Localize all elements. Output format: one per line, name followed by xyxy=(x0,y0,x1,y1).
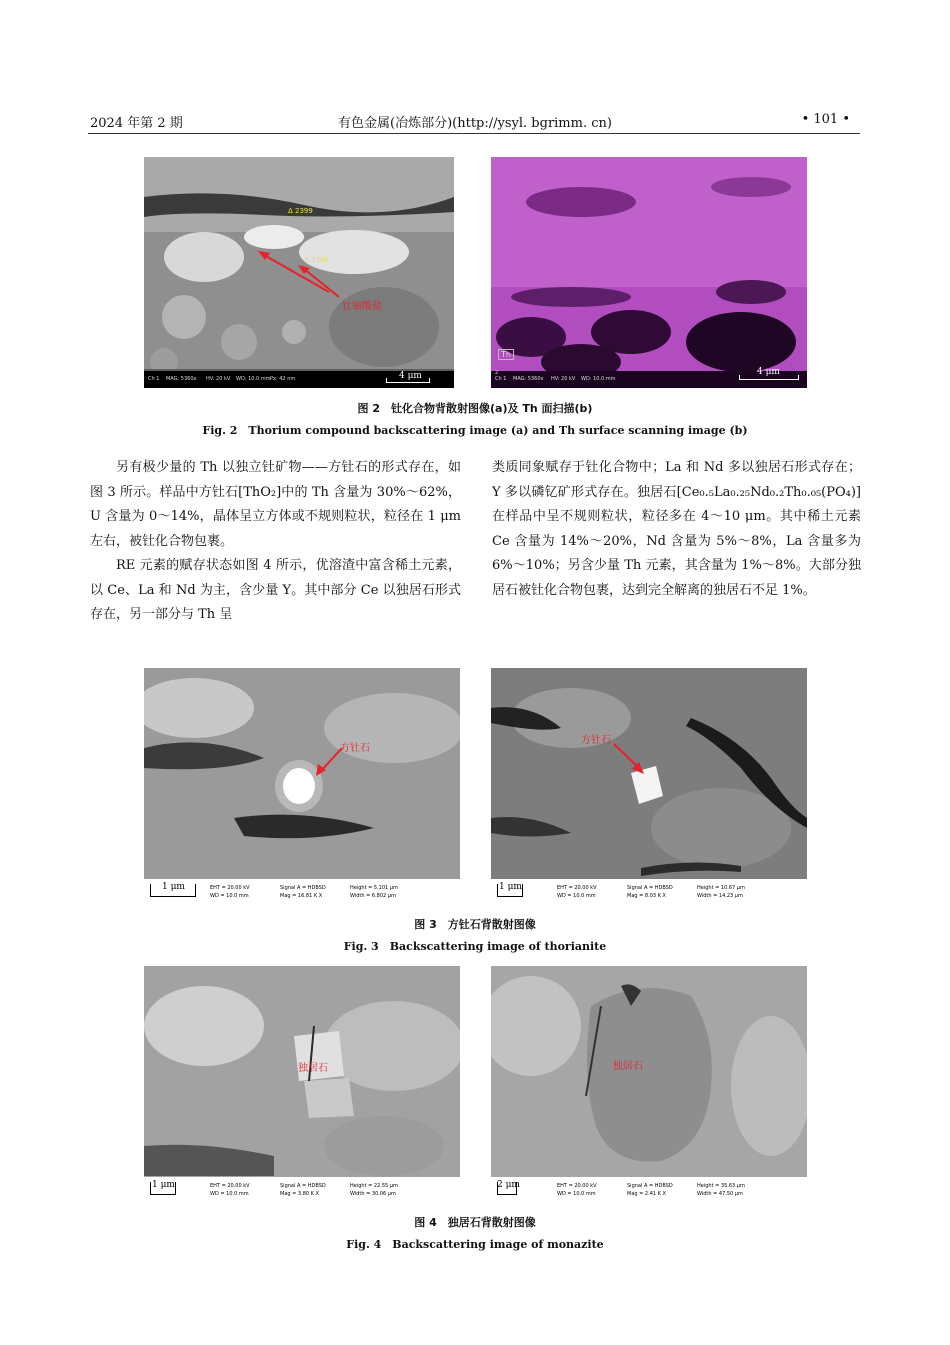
body-left-paragraph-1: 另有极少量的 Th 以独立钍矿物——方钍石的形式存在，如图 3 所示。样品中方钍石[ThO₂]中的 Th 含量为 30%～62%，U 含量为 0～14%，晶体呈立方体或不规则粒状，粒径在 1 μm 左右，被钍化合物包裹。 xyxy=(90,460,461,549)
fig2b-map-texture xyxy=(491,157,807,388)
fig2a-info-2: HV: 20 kV xyxy=(206,376,231,382)
fig3a-info-signal: Signal A = HDBSD xyxy=(280,885,326,891)
journal-title: 有色金属(冶炼部分)(http://ysyl. bgrimm. cn) xyxy=(338,116,612,131)
fig2a-info-1: MAG: 5360x xyxy=(166,376,197,382)
fig2a-sem-image xyxy=(144,157,454,388)
fig3b-info-eht: EHT = 20.00 kV xyxy=(557,885,597,891)
fig4a-texture xyxy=(144,966,460,1203)
fig4b-texture xyxy=(491,966,807,1203)
fig2b-info-2: MAG: 5360x xyxy=(513,376,544,382)
fig2a-label: 钍铀酸盐 xyxy=(342,301,382,312)
fig4a-info-mag: Mag = 3.80 K X xyxy=(280,1191,319,1197)
body-right-column xyxy=(492,456,861,603)
fig3b-arrow xyxy=(491,668,807,906)
fig4b-info-eht: EHT = 20.00 kV xyxy=(557,1183,597,1189)
fig2a-point-2: Δ 2398 xyxy=(304,256,329,264)
fig2b-info-4: WD: 10.0 mm xyxy=(581,376,616,382)
fig2a-info-0: Ch 1 xyxy=(148,376,160,382)
fig4a-sem-image xyxy=(144,966,460,1203)
fig2b-scale-text: 4 μm xyxy=(757,367,780,377)
page-number: • 101 • xyxy=(801,112,850,127)
fig3a-scale-text: 1 μm xyxy=(162,882,185,892)
fig3b-label: 方钍石 xyxy=(581,735,611,746)
fig4b-info-width: Width = 47.50 μm xyxy=(697,1191,743,1197)
fig4a-info-wd: WD = 10.0 mm xyxy=(210,1191,249,1197)
fig3b-info-mag: Mag = 8.03 K X xyxy=(627,893,666,899)
fig2a-arrow-1 xyxy=(264,255,329,292)
fig2b-element-tag: Th xyxy=(498,349,514,360)
body-left-paragraph-2: RE 元素的赋存状态如图 4 所示，优溶渣中富含稀土元素，以 Ce、La 和 Nd 为主，含少量 Y。其中部分 Ce 以独居石形式存在，另一部分与 Th 呈 xyxy=(90,558,461,622)
fig2a-arrowhead-1 xyxy=(258,251,270,260)
fig3a-info-eht: EHT = 20.00 kV xyxy=(210,885,250,891)
body-left-column xyxy=(90,456,461,628)
fig4b-info-signal: Signal A = HDBSD xyxy=(627,1183,673,1189)
fig3b-scale-text: 1 μm xyxy=(499,882,522,892)
fig3a-info-height: Height = 5.101 μm xyxy=(350,885,398,891)
fig3a-arrow xyxy=(144,668,460,906)
fig2b-info-0: 2 xyxy=(495,370,499,376)
fig2a-info-3: WD: 10.0 mm xyxy=(236,376,271,382)
journal-issue: 2024 年第 2 期 xyxy=(90,116,183,131)
fig3a-info-mag: Mag = 16.81 K X xyxy=(280,893,323,899)
fig3b-info-wd: WD = 10.0 mm xyxy=(557,893,596,899)
fig2-caption-zh: 图 2 钍化合物背散射图像(a)及 Th 面扫描(b) xyxy=(357,402,593,415)
fig4a-scale-text: 1 μm xyxy=(152,1180,175,1190)
fig4-caption-zh: 图 4 独居石背散射图像 xyxy=(414,1216,536,1229)
fig2a-arrows xyxy=(144,157,454,388)
fig3b-sem-image xyxy=(491,668,807,906)
fig4b-scale-text: 2 μm xyxy=(497,1180,520,1190)
fig3a-info-width: Width = 6.802 μm xyxy=(350,893,396,899)
fig3a-label: 方钍石 xyxy=(340,743,370,754)
fig4a-info-signal: Signal A = HDBSD xyxy=(280,1183,326,1189)
fig4a-info-width: Width = 30.06 μm xyxy=(350,1191,396,1197)
fig4b-info-mag: Mag = 2.41 K X xyxy=(627,1191,666,1197)
fig3a-info-wd: WD = 10.0 mm xyxy=(210,893,249,899)
fig3-caption-en: Fig. 3 Backscattering image of thorianite xyxy=(343,940,607,953)
fig4b-label: 独居石 xyxy=(613,1061,643,1072)
header-rule xyxy=(88,133,860,134)
fig2b-info-1: Ch 1 xyxy=(495,376,507,382)
fig4b-info-wd: WD = 10.0 mm xyxy=(557,1191,596,1197)
fig3b-info-width: Width = 14.23 μm xyxy=(697,893,743,899)
body-right-paragraph-1: 类质同象赋存于钍化合物中；La 和 Nd 多以独居石形式存在；Y 多以磷钇矿形式存在。独居石[Ce₀.₅La₀.₂₅Nd₀.₂Th₀.₀₅(PO₄)]在样品中呈不规则粒状，粒径多在 4～10 μm。其中稀土元素 Ce 含量为 14%～20%，Nd 含量为 5%～8%，La 含量多为 6%～10%；另含少量 Th 元素，其含量为 1%～8%。大部分独居石被钍化合物包裹，达到完全解离的独居石不足 1%。 xyxy=(492,460,861,598)
fig2-caption-en: Fig. 2 Thorium compound backscattering image (a) and Th surface scanning image (b) xyxy=(202,424,748,437)
fig2b-info-3: HV: 20 kV xyxy=(551,376,576,382)
fig3-caption-zh: 图 3 方钍石背散射图像 xyxy=(414,918,536,931)
fig2b-th-map xyxy=(491,157,807,388)
fig2a-point-1: Δ 2399 xyxy=(288,207,313,215)
fig3b-info-signal: Signal A = HDBSD xyxy=(627,885,673,891)
fig2a-scale-text: 4 μm xyxy=(399,371,422,381)
fig4a-info-height: Height = 22.55 μm xyxy=(350,1183,398,1189)
fig4-caption-en: Fig. 4 Backscattering image of monazite xyxy=(346,1238,604,1251)
fig3b-info-height: Height = 10.67 μm xyxy=(697,885,745,891)
fig4a-info-eht: EHT = 20.00 kV xyxy=(210,1183,250,1189)
fig4b-sem-image xyxy=(491,966,807,1203)
fig4b-info-height: Height = 35.63 μm xyxy=(697,1183,745,1189)
fig2a-info-4: Px: 42 nm xyxy=(270,376,296,382)
fig2a-arrow-2 xyxy=(304,269,339,297)
fig4a-label: 独居石 xyxy=(298,1063,328,1074)
fig3a-sem-image xyxy=(144,668,460,906)
